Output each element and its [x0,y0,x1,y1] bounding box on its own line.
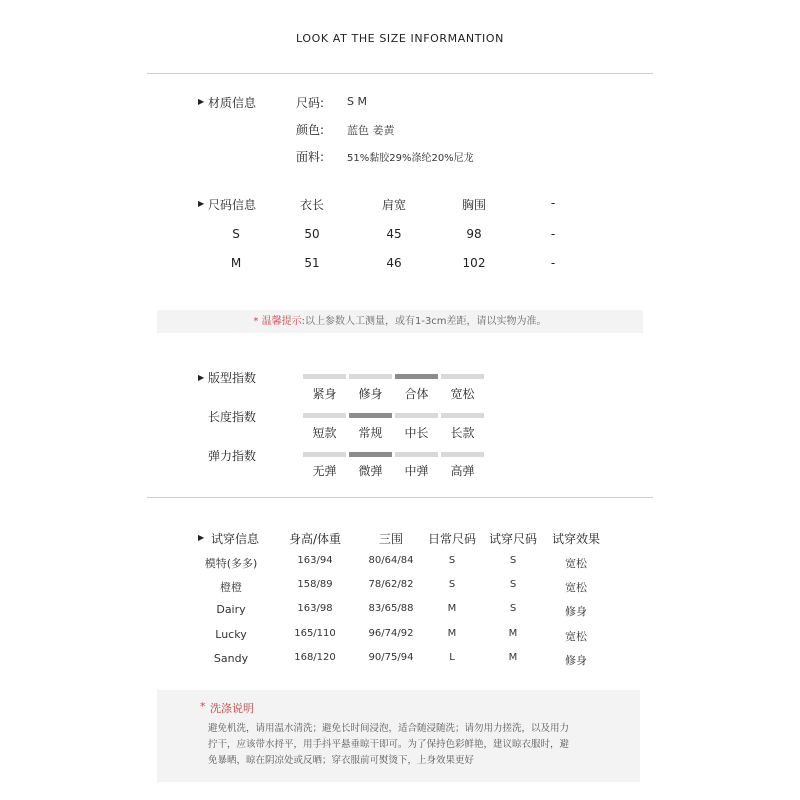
notice-star: * [253,316,259,327]
trial-cell: 83/65/88 [368,603,414,614]
index-bar [303,413,346,418]
wash-star: * [200,700,206,713]
material-size-value: S M [347,95,367,108]
index-option-label: 常规 [358,426,383,440]
trial-cell: M [508,652,518,663]
index-option-label: 高弹 [450,464,475,478]
trial-cell: 96/74/92 [368,628,414,639]
trial-cell: 宽松 [565,557,587,570]
material-color-label: 颜色: [296,123,325,137]
size-row-label: M [230,256,242,270]
trial-cell: 宽松 [565,581,587,594]
material-fabric-value: 51%黏胶29%涤纶20%尼龙 [347,153,474,164]
index-option-label: 微弹 [358,464,383,478]
trial-header: 日常尺码 [427,532,476,546]
section-arrow-icon: ▶ [198,373,205,382]
material-color-value: 蓝色 姜黄 [347,124,395,137]
size-notice [157,310,643,333]
index-option-label: 无弹 [312,464,337,478]
trial-model-name: 模特(多多) [204,557,258,570]
notice-highlight: 温馨提示 [261,316,302,327]
index-bar [303,374,346,379]
index-bar [441,413,484,418]
stretch-index-label: 弹力指数 [208,449,257,463]
index-bar [395,452,438,457]
trial-cell: S [509,555,517,566]
index-bar [441,452,484,457]
index-bar [349,374,392,379]
index-bar [395,413,438,418]
index-bar [349,452,392,457]
index-option-label: 长款 [450,426,475,440]
trial-cell: L [449,652,455,663]
trial-cell: S [448,555,456,566]
size-header-extra: - [550,196,556,210]
size-header-shoulder: 肩宽 [381,198,406,212]
trial-cell: 修身 [565,654,587,667]
trial-model-name: 橙橙 [220,581,242,594]
size-cell: 50 [304,227,320,241]
trial-cell: 163/94 [297,555,333,566]
trial-cell: 163/98 [297,603,333,614]
trial-cell: M [447,628,457,639]
size-section-label: 尺码信息 [208,198,257,212]
trial-cell: M [447,603,457,614]
divider-middle [147,497,653,498]
size-cell: - [550,227,556,241]
trial-cell: M [508,628,518,639]
index-option-label: 中长 [404,426,429,440]
trial-cell: S [509,603,517,614]
index-option-label: 紧身 [312,387,337,401]
wash-line: 拧干，应该带水捋平，用手抖平悬垂晾干即可。为了保持色彩鲜艳，建议晾衣服时，避 [208,739,570,750]
section-arrow-icon: ▶ [198,199,205,208]
length-index-label: 长度指数 [208,410,257,424]
size-cell: 45 [386,227,402,241]
trial-header: 试穿信息 [210,532,259,546]
size-cell: 102 [462,256,486,270]
material-section-label: 材质信息 [208,96,257,110]
index-bar [395,374,438,379]
trial-cell: 80/64/84 [368,555,414,566]
notice-text: :以上参数人工测量，或有1-3cm差距，请以实物为准。 [301,316,547,327]
trial-cell: 宽松 [565,630,587,643]
divider-top [147,73,653,74]
trial-cell: 168/120 [294,652,336,663]
trial-cell: 修身 [565,605,587,618]
index-bar [303,452,346,457]
material-fabric-label: 面料: [296,150,325,164]
size-cell: - [550,256,556,270]
wash-line: 免暴晒，晾在阴凉处或反晒；穿衣服前可熨烫下，上身效果更好 [208,755,475,766]
index-option-label: 宽松 [450,387,475,401]
trial-header: 试穿尺码 [488,532,537,546]
trial-cell: 165/110 [294,628,336,639]
index-option-label: 修身 [358,387,383,401]
wash-line: 避免机洗，请用温水清洗；避免长时间浸泡，适合随浸随洗；请勿用力搓洗，以及用力 [208,723,570,734]
trial-model-name: Sandy [213,652,249,665]
size-cell: 51 [304,256,320,270]
index-option-label: 短款 [312,426,337,440]
wash-text [208,721,613,769]
trial-cell: 78/62/82 [368,579,414,590]
trial-cell: S [509,579,517,590]
index-bar [441,374,484,379]
size-header-chest: 胸围 [461,198,486,212]
trial-header: 身高/体重 [288,532,342,546]
trial-model-name: Dairy [216,603,246,616]
trial-model-name: Lucky [215,628,247,641]
section-arrow-icon: ▶ [198,533,205,542]
trial-cell: 158/89 [297,579,333,590]
fit-index-label: 版型指数 [208,371,257,385]
index-option-label: 中弹 [404,464,429,478]
size-row-label: S [232,227,240,241]
size-cell: 98 [466,227,482,241]
index-option-label: 合体 [404,387,429,401]
index-bar [349,413,392,418]
material-size-label: 尺码: [296,96,325,110]
trial-cell: S [448,579,456,590]
size-cell: 46 [386,256,402,270]
size-header-length: 衣长 [299,198,324,212]
trial-header: 试穿效果 [551,532,600,546]
trial-cell: 90/75/94 [368,652,414,663]
section-arrow-icon: ▶ [198,97,205,106]
wash-title: 洗涤说明 [210,702,254,715]
page-title: LOOK AT THE SIZE INFORMANTION [296,32,504,45]
trial-header: 三围 [378,532,403,546]
